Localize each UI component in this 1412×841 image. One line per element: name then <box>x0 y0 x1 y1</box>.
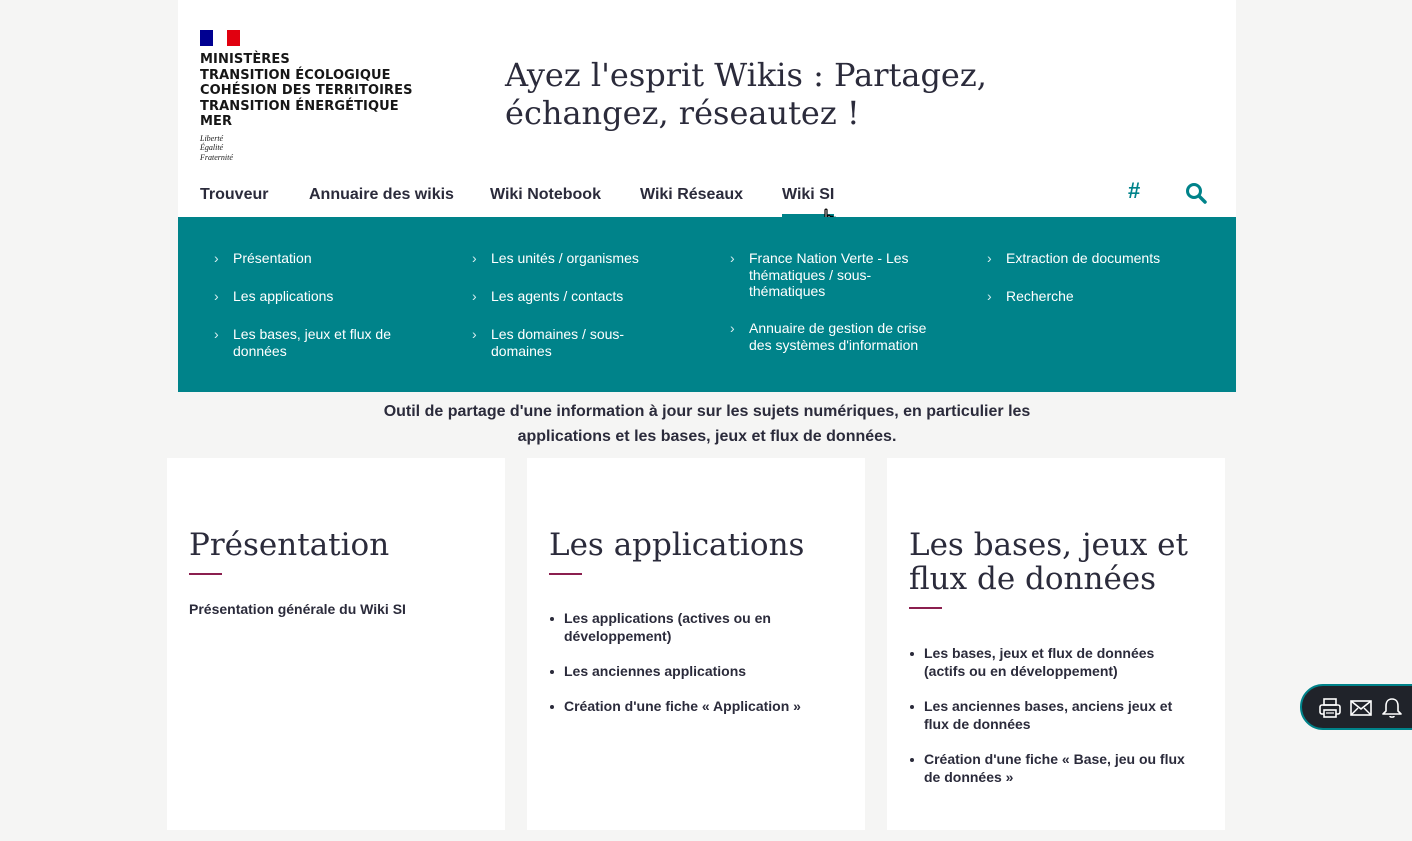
mega-item-bases-jeux-flux[interactable] <box>214 326 463 359</box>
ministry-logo[interactable] <box>200 30 430 162</box>
chevron-right-icon: › <box>472 326 477 342</box>
search-icon[interactable] <box>1184 181 1208 205</box>
mega-item-annuaire-crise[interactable] <box>730 320 979 353</box>
nav-item-wiki-reseaux[interactable]: Wiki Réseaux <box>640 186 744 203</box>
mega-item-agents-contacts[interactable] <box>472 288 721 305</box>
card-title-line: flux de données <box>909 561 1157 597</box>
motto-line: Fraternité <box>200 152 233 162</box>
mega-item-label: domaines <box>491 342 552 359</box>
intro-line: applications et les bases, jeux et flux de données. <box>517 428 897 445</box>
list-item-label: Création d'une fiche « Base, jeu ou flux <box>924 751 1185 767</box>
site-title <box>505 56 987 132</box>
list-item-label: Les anciennes bases, anciens jeux et <box>924 698 1173 714</box>
mail-icon[interactable] <box>1349 697 1373 719</box>
card-bases-jeux-flux <box>887 458 1225 830</box>
chevron-right-icon: › <box>730 250 735 266</box>
logo-line: TRANSITION ÉNERGÉTIQUE <box>200 98 399 114</box>
mega-item-label: données <box>233 342 287 359</box>
list-item[interactable] <box>549 662 849 680</box>
chevron-right-icon: › <box>730 320 735 336</box>
list-item-label: flux de données <box>924 716 1031 732</box>
title-underline <box>189 573 222 575</box>
list-item[interactable] <box>909 750 1209 786</box>
site-title-line: échangez, réseautez ! <box>505 94 860 132</box>
intro-text <box>178 399 1236 449</box>
hashtag-button[interactable]: # <box>1128 178 1141 203</box>
list-item-label: Les bases, jeux et flux de données <box>924 645 1155 661</box>
mega-item-label: France Nation Verte - Les <box>749 250 909 266</box>
mega-item-presentation[interactable] <box>214 250 463 267</box>
list-item[interactable] <box>909 644 1209 680</box>
site-title-line: Ayez l'esprit Wikis : Partagez, <box>505 56 987 94</box>
card-title[interactable] <box>549 528 849 562</box>
mega-item-applications[interactable] <box>214 288 463 305</box>
chevron-right-icon: › <box>472 288 477 304</box>
mega-item-label: des systèmes d'information <box>749 336 919 353</box>
card-title-line: Les bases, jeux et <box>909 527 1188 563</box>
mega-item-france-nation-verte[interactable] <box>730 250 979 300</box>
nav-item-wiki-notebook[interactable]: Wiki Notebook <box>490 186 601 203</box>
nav-item-annuaire-des-wikis[interactable]: Annuaire des wikis <box>309 186 454 203</box>
nav-item-trouveur[interactable]: Trouveur <box>200 186 269 203</box>
card-link-list <box>549 609 849 732</box>
card-title-line: Les applications <box>549 527 805 563</box>
mega-item-domaines[interactable] <box>472 326 721 359</box>
card-link-list <box>909 644 1209 803</box>
mega-item-extraction-documents[interactable] <box>987 250 1236 267</box>
card-title-line: Présentation <box>189 527 390 563</box>
chevron-right-icon: › <box>214 288 219 304</box>
card-title[interactable] <box>189 528 489 562</box>
chevron-right-icon: › <box>472 250 477 266</box>
motto-line: Liberté <box>200 133 224 143</box>
bell-icon[interactable] <box>1380 697 1404 719</box>
mega-item-unites-organismes[interactable] <box>472 250 721 267</box>
logo-line: TRANSITION ÉCOLOGIQUE <box>200 67 391 83</box>
chevron-right-icon: › <box>987 250 992 266</box>
logo-line: MINISTÈRES <box>200 52 290 67</box>
mega-item-label: Les applications <box>233 288 334 304</box>
card-description-link[interactable]: Présentation générale du Wiki SI <box>189 601 406 617</box>
french-flag-icon <box>200 30 240 46</box>
list-item-label: (actifs ou en développement) <box>924 663 1118 679</box>
list-item-label: de données » <box>924 769 1014 785</box>
list-item-label: Les anciennes applications <box>564 663 747 679</box>
floating-toolbar <box>1300 684 1412 730</box>
chevron-right-icon: › <box>214 326 219 342</box>
intro-line: Outil de partage d'une information à jour sur les sujets numériques, en particulier les <box>383 403 1031 420</box>
list-item[interactable] <box>549 697 849 715</box>
title-underline <box>909 607 942 609</box>
mega-item-label: Recherche <box>1006 288 1074 304</box>
mega-item-label: thématiques <box>749 283 826 299</box>
mega-item-label: Annuaire de gestion de crise <box>749 320 927 336</box>
nav-item-wiki-si[interactable]: Wiki SI <box>782 186 834 217</box>
mega-item-label: Présentation <box>233 250 312 266</box>
chevron-right-icon: › <box>214 250 219 266</box>
motto-line: Égalité <box>200 143 224 152</box>
card-presentation <box>167 458 505 830</box>
print-icon[interactable] <box>1318 697 1342 719</box>
list-item[interactable] <box>909 697 1209 733</box>
site-header <box>178 0 1236 217</box>
mega-item-label: Les domaines / sous- <box>491 326 625 342</box>
title-underline <box>549 573 582 575</box>
mega-item-label: thématiques / sous- <box>749 266 872 283</box>
logo-line: COHÉSION DES TERRITOIRES <box>200 83 413 98</box>
list-item-label: Création d'une fiche « Application » <box>564 698 801 714</box>
card-title[interactable] <box>909 528 1209 596</box>
list-item[interactable] <box>549 609 849 645</box>
mega-item-recherche[interactable] <box>987 288 1236 305</box>
list-item-label: développement) <box>564 628 672 644</box>
logo-line: MER <box>200 114 233 129</box>
list-item-label: Les applications (actives ou en <box>564 610 771 626</box>
mega-item-label: Les unités / organismes <box>491 250 639 266</box>
mega-item-label: Les bases, jeux et flux de <box>233 326 391 342</box>
mega-item-label: Extraction de documents <box>1006 250 1161 266</box>
mega-item-label: Les agents / contacts <box>491 288 624 304</box>
card-applications <box>527 458 865 830</box>
mega-menu <box>178 217 1236 392</box>
chevron-right-icon: › <box>987 288 992 304</box>
